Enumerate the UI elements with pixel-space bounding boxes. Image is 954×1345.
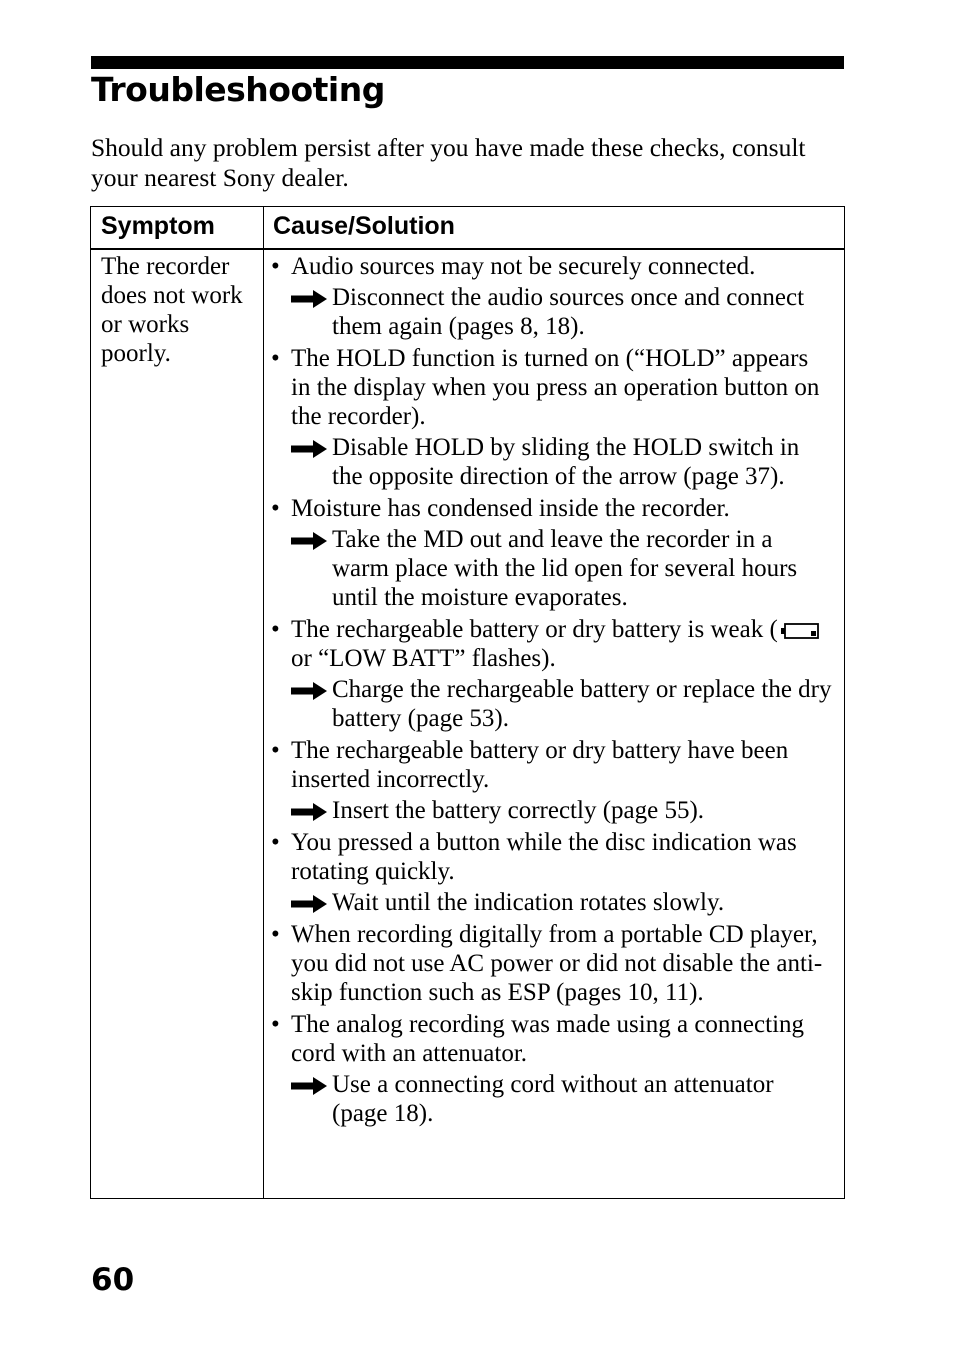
cause-item xyxy=(271,920,833,1007)
solution-text: Insert the battery correctly (page 55). xyxy=(332,797,705,824)
header-cause-solution: Cause/Solution xyxy=(273,212,455,240)
cause-text: The HOLD function is turned on (“HOLD” appears in the display when you press an operation button on the recorder). xyxy=(291,345,820,430)
bullet-icon: • xyxy=(271,921,280,948)
cause-item xyxy=(271,615,833,733)
solution xyxy=(291,433,833,491)
cause-text: Audio sources may not be securely connected. xyxy=(291,253,756,280)
page-number: 60 xyxy=(91,1262,135,1298)
bullet-icon: • xyxy=(271,1011,280,1038)
title-rule xyxy=(91,56,844,69)
cause-item xyxy=(271,828,833,917)
arrow-right-icon xyxy=(291,895,327,913)
symptom-text: The recorder does not work or works poorly. xyxy=(101,253,243,367)
cause-item xyxy=(271,736,833,825)
solution xyxy=(291,675,833,733)
intro-text: Should any problem persist after you have made these checks, consult your nearest Sony dealer. xyxy=(91,133,806,192)
cause-text: The rechargeable battery or dry battery have been inserted incorrectly. xyxy=(291,737,789,793)
cause-text-end: or “LOW BATT” flashes). xyxy=(291,645,556,672)
bullet-icon: • xyxy=(271,737,280,764)
solution-text: Use a connecting cord without an attenuator (page 18). xyxy=(332,1071,774,1127)
arrow-right-icon xyxy=(291,1077,327,1095)
solution-text: Take the MD out and leave the recorder in a warm place with the lid open for several hours until the moisture evaporates. xyxy=(332,526,798,611)
page-title: Troubleshooting xyxy=(91,70,385,109)
battery-low-icon xyxy=(780,622,820,640)
solution xyxy=(291,283,833,341)
cause-item xyxy=(271,1010,833,1128)
cause-text: Moisture has condensed inside the recorder. xyxy=(291,495,730,522)
arrow-right-icon xyxy=(291,682,327,700)
arrow-right-icon xyxy=(291,803,327,821)
solution-text: Disconnect the audio sources once and connect them again (pages 8, 18). xyxy=(332,284,805,340)
cause-solution-list xyxy=(271,252,833,1128)
arrow-right-icon xyxy=(291,532,327,550)
column-divider xyxy=(263,207,264,1198)
solution xyxy=(291,888,833,917)
bullet-icon: • xyxy=(271,616,280,643)
troubleshooting-table xyxy=(90,206,845,1199)
arrow-right-icon xyxy=(291,290,327,308)
cause-text: When recording digitally from a portable CD player, you did not use AC power or did not disable the anti-skip function such as ESP (pages 10, 11). xyxy=(291,921,823,1006)
bullet-icon: • xyxy=(271,253,280,280)
cause-item xyxy=(271,252,833,341)
cause-text xyxy=(291,615,833,673)
header-symptom: Symptom xyxy=(101,212,215,240)
solution-text: Disable HOLD by sliding the HOLD switch in the opposite direction of the arrow (page 37). xyxy=(332,434,800,490)
cause-text: You pressed a button while the disc indication was rotating quickly. xyxy=(291,829,797,885)
solution-text: Wait until the indication rotates slowly. xyxy=(332,889,725,916)
solution-text: Charge the rechargeable battery or replace the dry battery (page 53). xyxy=(332,676,832,732)
cause-item xyxy=(271,344,833,491)
bullet-icon: • xyxy=(271,345,280,372)
bullet-icon: • xyxy=(271,829,280,856)
solution xyxy=(291,525,833,612)
cause-text: The analog recording was made using a connecting cord with an attenuator. xyxy=(291,1011,805,1067)
solution xyxy=(291,796,833,825)
cause-text-start: The rechargeable battery or dry battery is weak ( xyxy=(291,616,778,643)
solution xyxy=(291,1070,833,1128)
arrow-right-icon xyxy=(291,440,327,458)
cause-item xyxy=(271,494,833,612)
bullet-icon: • xyxy=(271,495,280,522)
